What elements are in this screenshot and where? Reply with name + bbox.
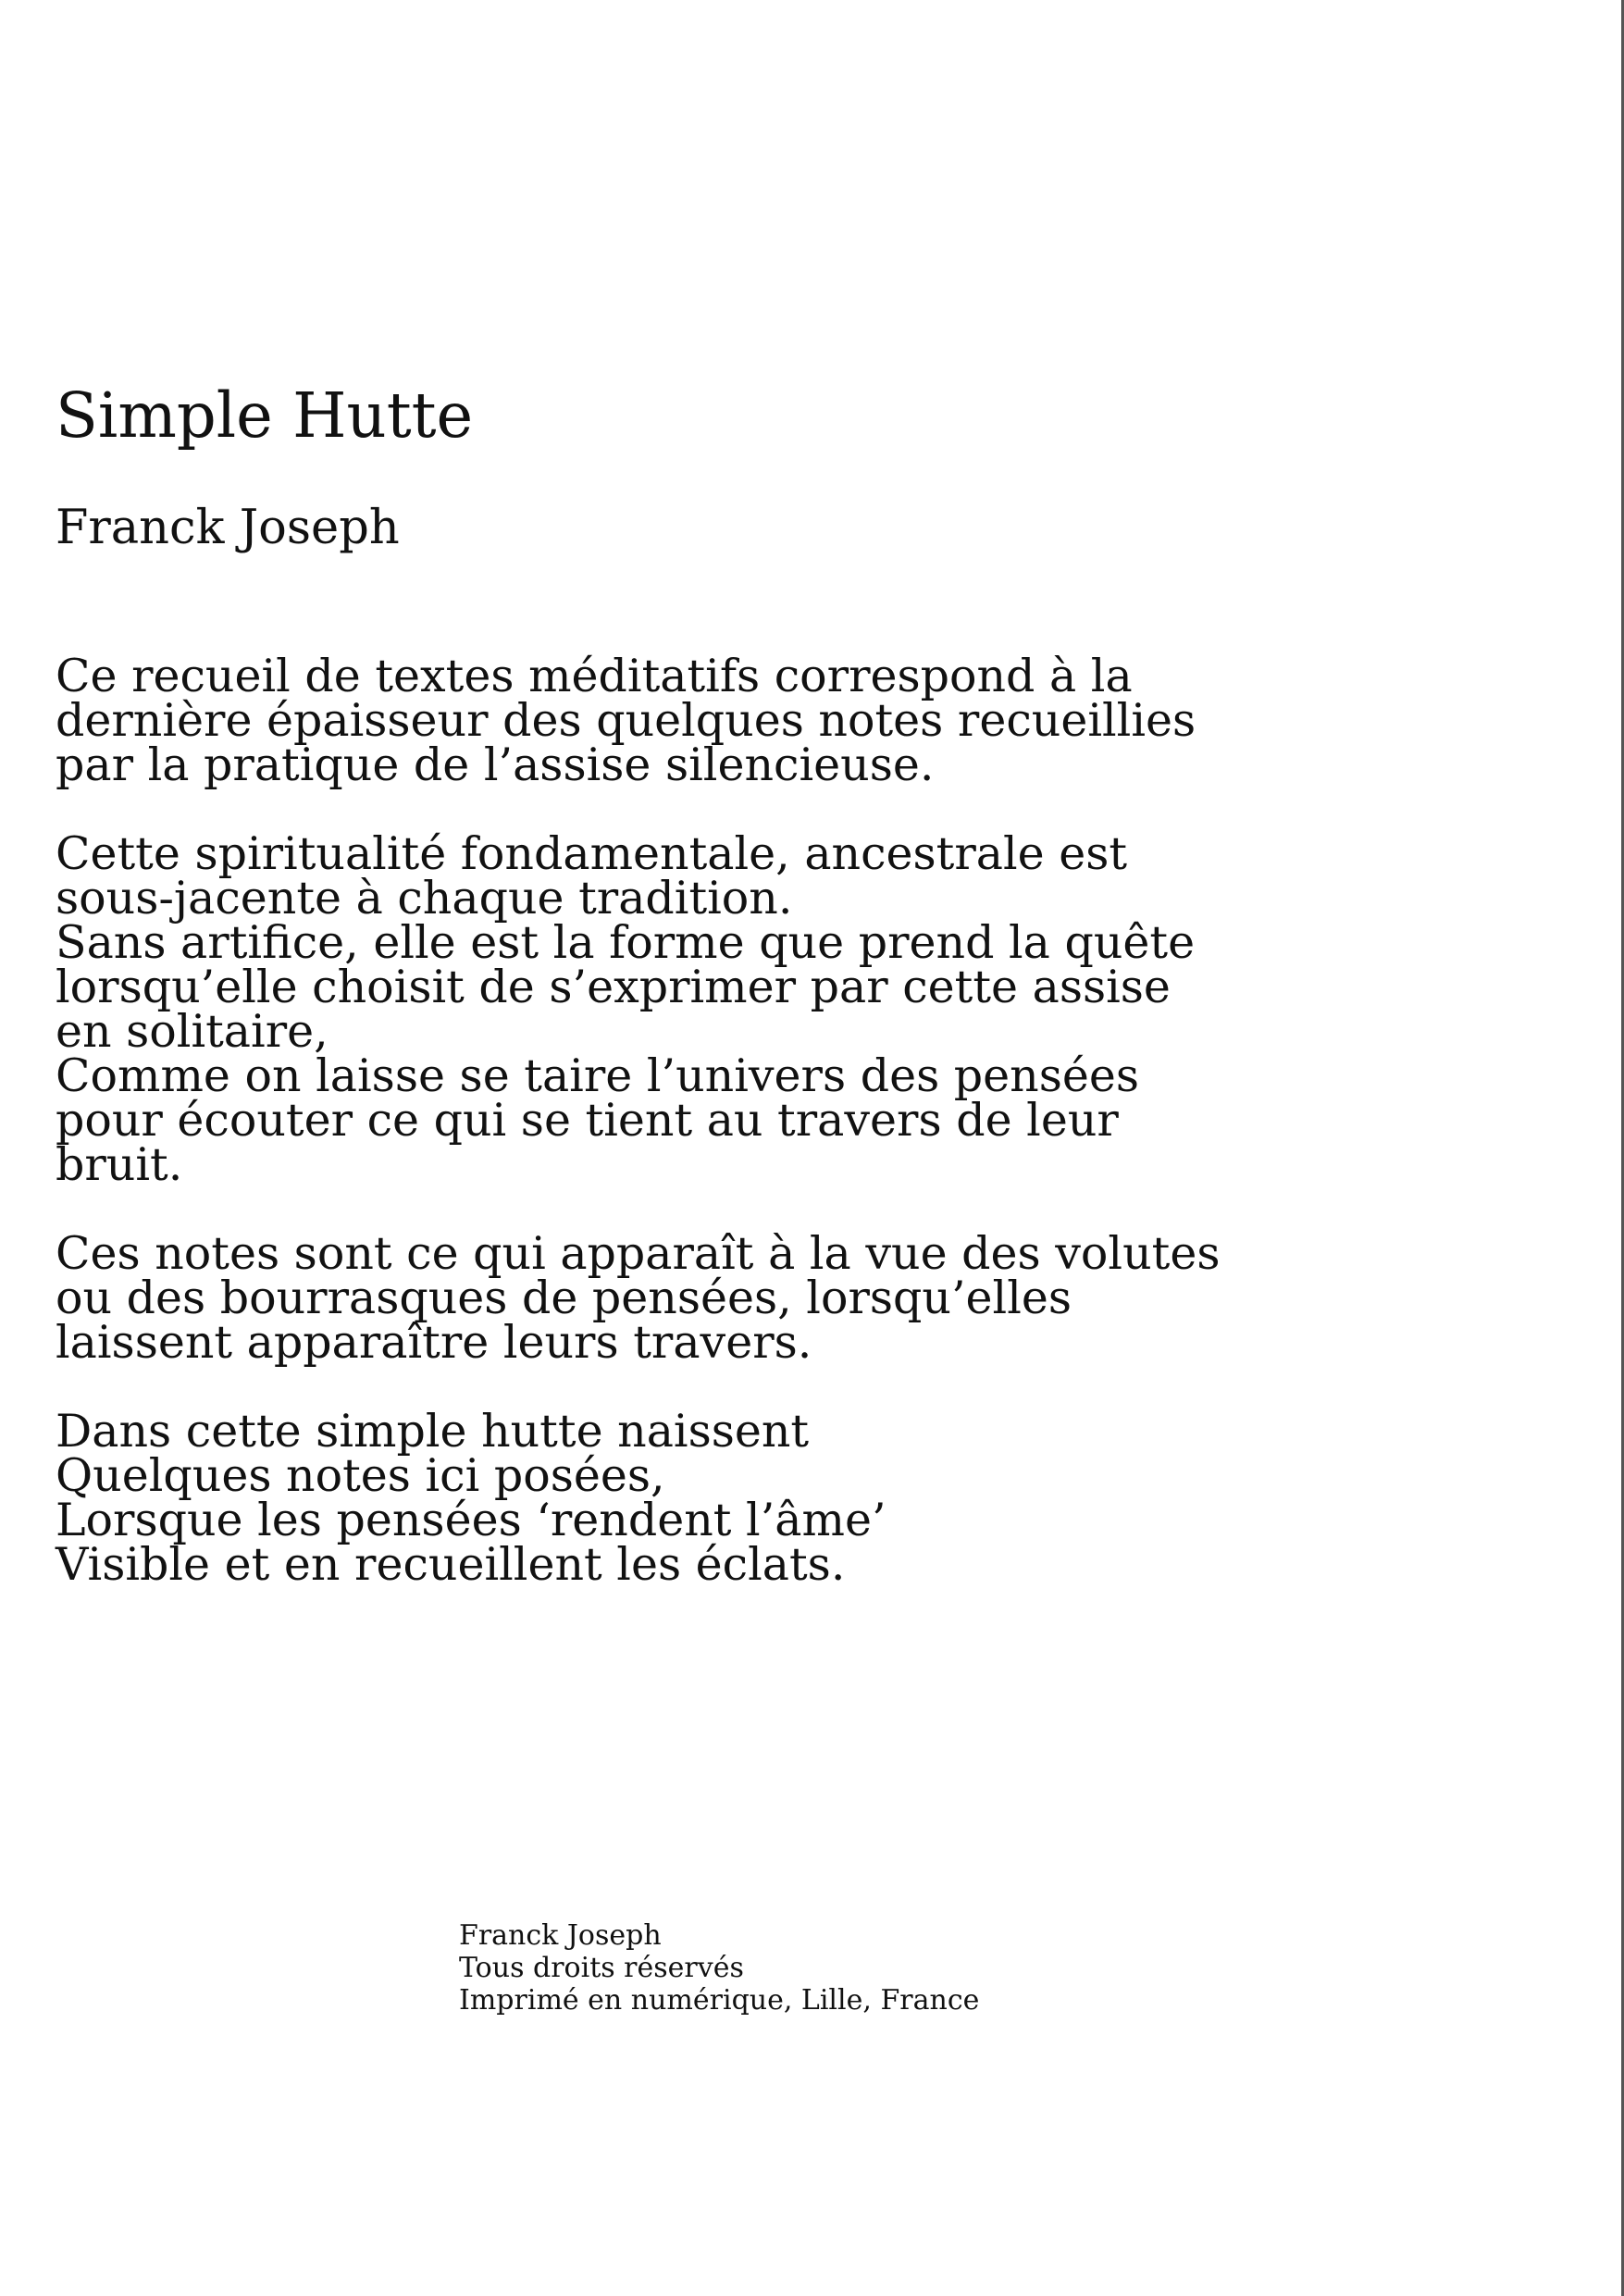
- text-line: Dans cette simple hutte naissent: [56, 1405, 810, 1458]
- stanza: [56, 650, 1277, 791]
- stanza: [56, 1227, 1277, 1369]
- text-line: Quelques notes ici posées,: [56, 1449, 665, 1502]
- stanza: [56, 1405, 1277, 1591]
- text-line: Cette spiritualité fondamentale, ancestrale est: [56, 827, 1128, 880]
- colophon: [459, 1919, 1107, 2017]
- text-line: Visible et en recueillent les éclats.: [56, 1538, 846, 1591]
- poem-body: [56, 650, 1277, 1632]
- colophon-printing: Imprimé en numérique, Lille, France: [459, 1984, 980, 2017]
- text-line: en solitaire,: [56, 1005, 329, 1058]
- page-title: Simple Hutte: [56, 379, 474, 452]
- author-name: Franck Joseph: [56, 501, 400, 555]
- text-line: ou des bourrasques de pensées, lorsqu’elles: [56, 1272, 1072, 1324]
- text-line: pour écouter ce qui se tient au travers de leur: [56, 1094, 1119, 1147]
- colophon-rights: Tous droits réservés: [459, 1952, 744, 1984]
- colophon-author: Franck Joseph: [459, 1919, 662, 1952]
- text-line: Sans artifice, elle est la forme que prend la quête: [56, 916, 1196, 969]
- text-line: Comme on laisse se taire l’univers des pensées: [56, 1049, 1139, 1102]
- text-line: sous-jacente à chaque tradition.: [56, 872, 793, 925]
- text-line: Ces notes sont ce qui apparaît à la vue des volutes: [56, 1227, 1221, 1280]
- text-line: bruit.: [56, 1138, 183, 1191]
- text-line: Lorsque les pensées ‘rendent l’âme’: [56, 1494, 886, 1546]
- text-line: Ce recueil de textes méditatifs correspond à la: [56, 650, 1133, 702]
- text-line: laissent apparaître leurs travers.: [56, 1316, 812, 1369]
- text-line: par la pratique de l’assise silencieuse.: [56, 738, 935, 791]
- stanza: [56, 827, 1277, 1191]
- text-line: lorsqu’elle choisit de s’exprimer par cette assise: [56, 961, 1171, 1013]
- text-line: dernière épaisseur des quelques notes recueillies: [56, 694, 1196, 747]
